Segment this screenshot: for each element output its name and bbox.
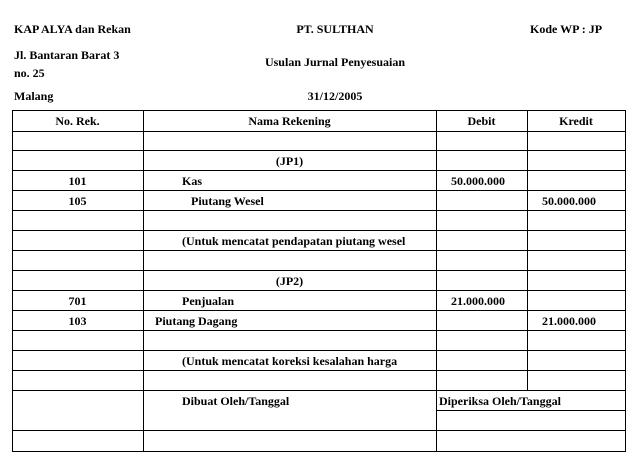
jp2-note: (Untuk mencatat koreksi kesalahan harga <box>182 354 398 368</box>
entry-title-jp2: (JP2) <box>275 274 304 288</box>
company-name: PT. SULTHAN <box>296 22 374 36</box>
jp2-row2-account-no: 103 <box>68 314 87 328</box>
jp2-row2-credit: 21.000.000 <box>542 314 596 328</box>
entry-title-jp1: (JP1) <box>275 154 304 168</box>
column-header-debit: Debit <box>467 114 496 128</box>
address-line-1: Jl. Bantaran Barat 3 <box>14 48 120 62</box>
jp1-row1-account-name: Kas <box>182 174 203 188</box>
checked-by-label: Diperiksa Oleh/Tanggal <box>439 394 561 408</box>
jp2-row1-account-name: Penjualan <box>182 294 235 308</box>
jp1-row1-debit: 50.000.000 <box>451 174 505 188</box>
jp1-row1-account-no: 101 <box>68 174 87 188</box>
jp2-row1-debit: 21.000.000 <box>451 294 505 308</box>
column-header-account-no: No. Rek. <box>55 114 100 128</box>
document-title: Usulan Jurnal Penyesuaian <box>264 55 406 69</box>
firm-name: KAP ALYA dan Rekan <box>14 22 131 36</box>
taxpayer-code: Kode WP : JP <box>530 22 603 36</box>
jp1-row2-account-no: 105 <box>68 194 87 208</box>
column-header-account-name: Nama Rekening <box>248 114 331 128</box>
jp2-row1-account-no: 701 <box>68 294 87 308</box>
city: Malang <box>14 89 54 103</box>
made-by-label: Dibuat Oleh/Tanggal <box>182 394 290 408</box>
column-header-credit: Kredit <box>559 114 593 128</box>
address-line-2: no. 25 <box>14 66 45 80</box>
jp1-note: (Untuk mencatat pendapatan piutang wesel <box>182 234 406 248</box>
document-date: 31/12/2005 <box>307 89 363 103</box>
jp2-row2-account-name: Piutang Dagang <box>155 314 238 328</box>
jp1-row2-account-name: Piutang Wesel <box>191 194 264 208</box>
jp1-row2-credit: 50.000.000 <box>542 194 596 208</box>
